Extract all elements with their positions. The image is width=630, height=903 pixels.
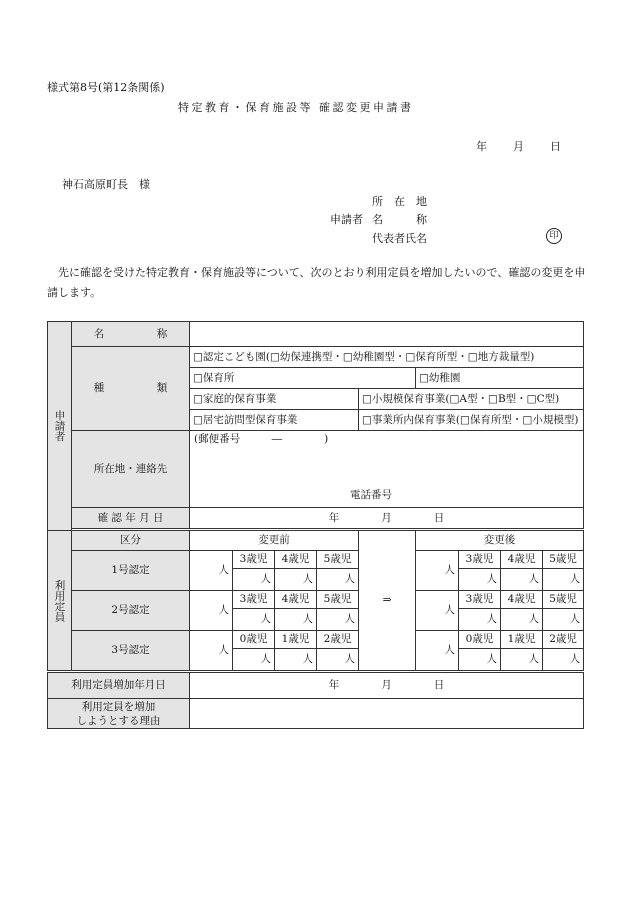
cert-3-before-value-a[interactable]: 人 [233,649,275,671]
seal-mark: 印 [546,228,562,244]
cert-1-before-age-c: 5歳児 [317,551,359,569]
cert-1-before-age-a: 3歳児 [233,551,275,569]
confirm-date-label: 確 認 年 月 日 [72,508,190,529]
reason-label-line-1: 利用定員を増加 [81,700,156,713]
type-row-label: 種 類 [72,347,190,431]
applicant-group-label: 申請者 [48,322,72,531]
cert-2-before-age-b: 4歳児 [275,591,317,609]
application-table [47,321,584,729]
cert-3-before-total[interactable]: 人 [190,631,233,671]
type-option-kodomoen[interactable]: □認定こども園(□幼保連携型・□幼稚園型・□保育所型・□地方裁量型) [190,347,584,368]
cert-3-before-value-b[interactable]: 人 [275,649,317,671]
cert-2-label: 2号認定 [72,591,190,631]
reason-value[interactable] [190,699,584,729]
cert-1-after-value-b[interactable]: 人 [501,569,543,591]
cert-2-after-value-b[interactable]: 人 [501,609,543,631]
cert-2-after-age-a: 3歳児 [459,591,501,609]
form-title: 特定教育・保育施設等 確認変更申請書 [178,101,414,114]
type-option-katei[interactable]: □家庭的保育事業 [190,389,359,410]
postal-code: (郵便番号 ― ) [194,433,329,445]
address-row-label: 所在地・連絡先 [72,431,190,508]
location-label: 所 在 地 [372,195,427,208]
cert-1-after-value-a[interactable]: 人 [459,569,501,591]
increase-date-value[interactable]: 年 月 日 [190,673,584,699]
after-header: 変更後 [416,531,584,551]
cert-3-before-age-c: 2歳児 [317,631,359,649]
cert-3-before-age-b: 1歳児 [275,631,317,649]
cert-2-before-value-a[interactable]: 人 [233,609,275,631]
cert-1-after-value-c[interactable]: 人 [543,569,584,591]
addressee: 神石高原町長 様 [62,178,150,191]
name-label: 名 称 [372,213,427,226]
name-value[interactable] [190,322,584,347]
cert-2-after-value-c[interactable]: 人 [543,609,584,631]
type-option-jigyosho[interactable]: □事業所内保育事業(□保育所型・□小規模型) [359,410,584,431]
cert-2-after-age-b: 4歳児 [501,591,543,609]
type-option-youchien[interactable]: □幼稚園 [416,368,584,389]
cert-2-after-age-c: 5歳児 [543,591,584,609]
cert-3-before-age-a: 0歳児 [233,631,275,649]
cert-3-after-total[interactable]: 人 [416,631,459,671]
cert-3-after-value-c[interactable]: 人 [543,649,584,671]
date-year-label: 年 [476,140,487,153]
cert-1-before-total[interactable]: 人 [190,551,233,591]
applicant-label: 申請者 [330,213,363,226]
cert-2-before-total[interactable]: 人 [190,591,233,631]
type-option-kyotaku[interactable]: □居宅訪問型保育事業 [190,410,359,431]
cert-1-label: 1号認定 [72,551,190,591]
date-day-label: 日 [550,140,561,153]
cert-1-after-age-a: 3歳児 [459,551,501,569]
date-month-label: 月 [513,140,524,153]
cert-1-before-value-b[interactable]: 人 [275,569,317,591]
cert-3-label: 3号認定 [72,631,190,671]
before-header: 変更前 [190,531,359,551]
cert-1-after-age-c: 5歳児 [543,551,584,569]
cert-1-after-age-b: 4歳児 [501,551,543,569]
cert-2-before-value-b[interactable]: 人 [275,609,317,631]
cert-1-before-age-b: 4歳児 [275,551,317,569]
capacity-group-label: 利用定員 [48,531,72,671]
representative-label: 代表者氏名 [372,232,427,245]
category-header: 区分 [72,531,190,551]
cert-3-before-value-c[interactable]: 人 [317,649,359,671]
cert-1-before-value-a[interactable]: 人 [233,569,275,591]
increase-date-label: 利用定員増加年月日 [48,673,190,699]
type-option-hoikusho[interactable]: □保育所 [190,368,416,389]
cert-2-after-value-a[interactable]: 人 [459,609,501,631]
confirm-date-value[interactable]: 年 月 日 [190,508,584,529]
cert-2-before-age-c: 5歳児 [317,591,359,609]
cert-3-after-value-b[interactable]: 人 [501,649,543,671]
cert-3-after-age-a: 0歳児 [459,631,501,649]
cert-2-after-total[interactable]: 人 [416,591,459,631]
cert-3-after-age-c: 2歳児 [543,631,584,649]
form-number: 様式第8号(第12条関係) [47,81,165,94]
reason-label [48,699,190,729]
change-arrow: ⇒ [359,531,416,671]
cert-3-after-age-b: 1歳児 [501,631,543,649]
type-option-shokibo[interactable]: □小規模保育事業(□A型・□B型・□C型) [359,389,584,410]
address-value[interactable] [190,431,584,508]
cert-1-after-total[interactable]: 人 [416,551,459,591]
request-text: 先に確認を受けた特定教育・保育施設等について、次のとおり利用定員を増加したいので、確認の変更を申請します。 [47,266,586,299]
cert-2-before-value-c[interactable]: 人 [317,609,359,631]
cert-2-before-age-a: 3歳児 [233,591,275,609]
phone-label: 電話番号 [350,489,392,501]
reason-label-line-2: しようとする理由 [76,714,161,727]
name-row-label: 名 称 [72,322,190,347]
cert-1-before-value-c[interactable]: 人 [317,569,359,591]
cert-3-after-value-a[interactable]: 人 [459,649,501,671]
